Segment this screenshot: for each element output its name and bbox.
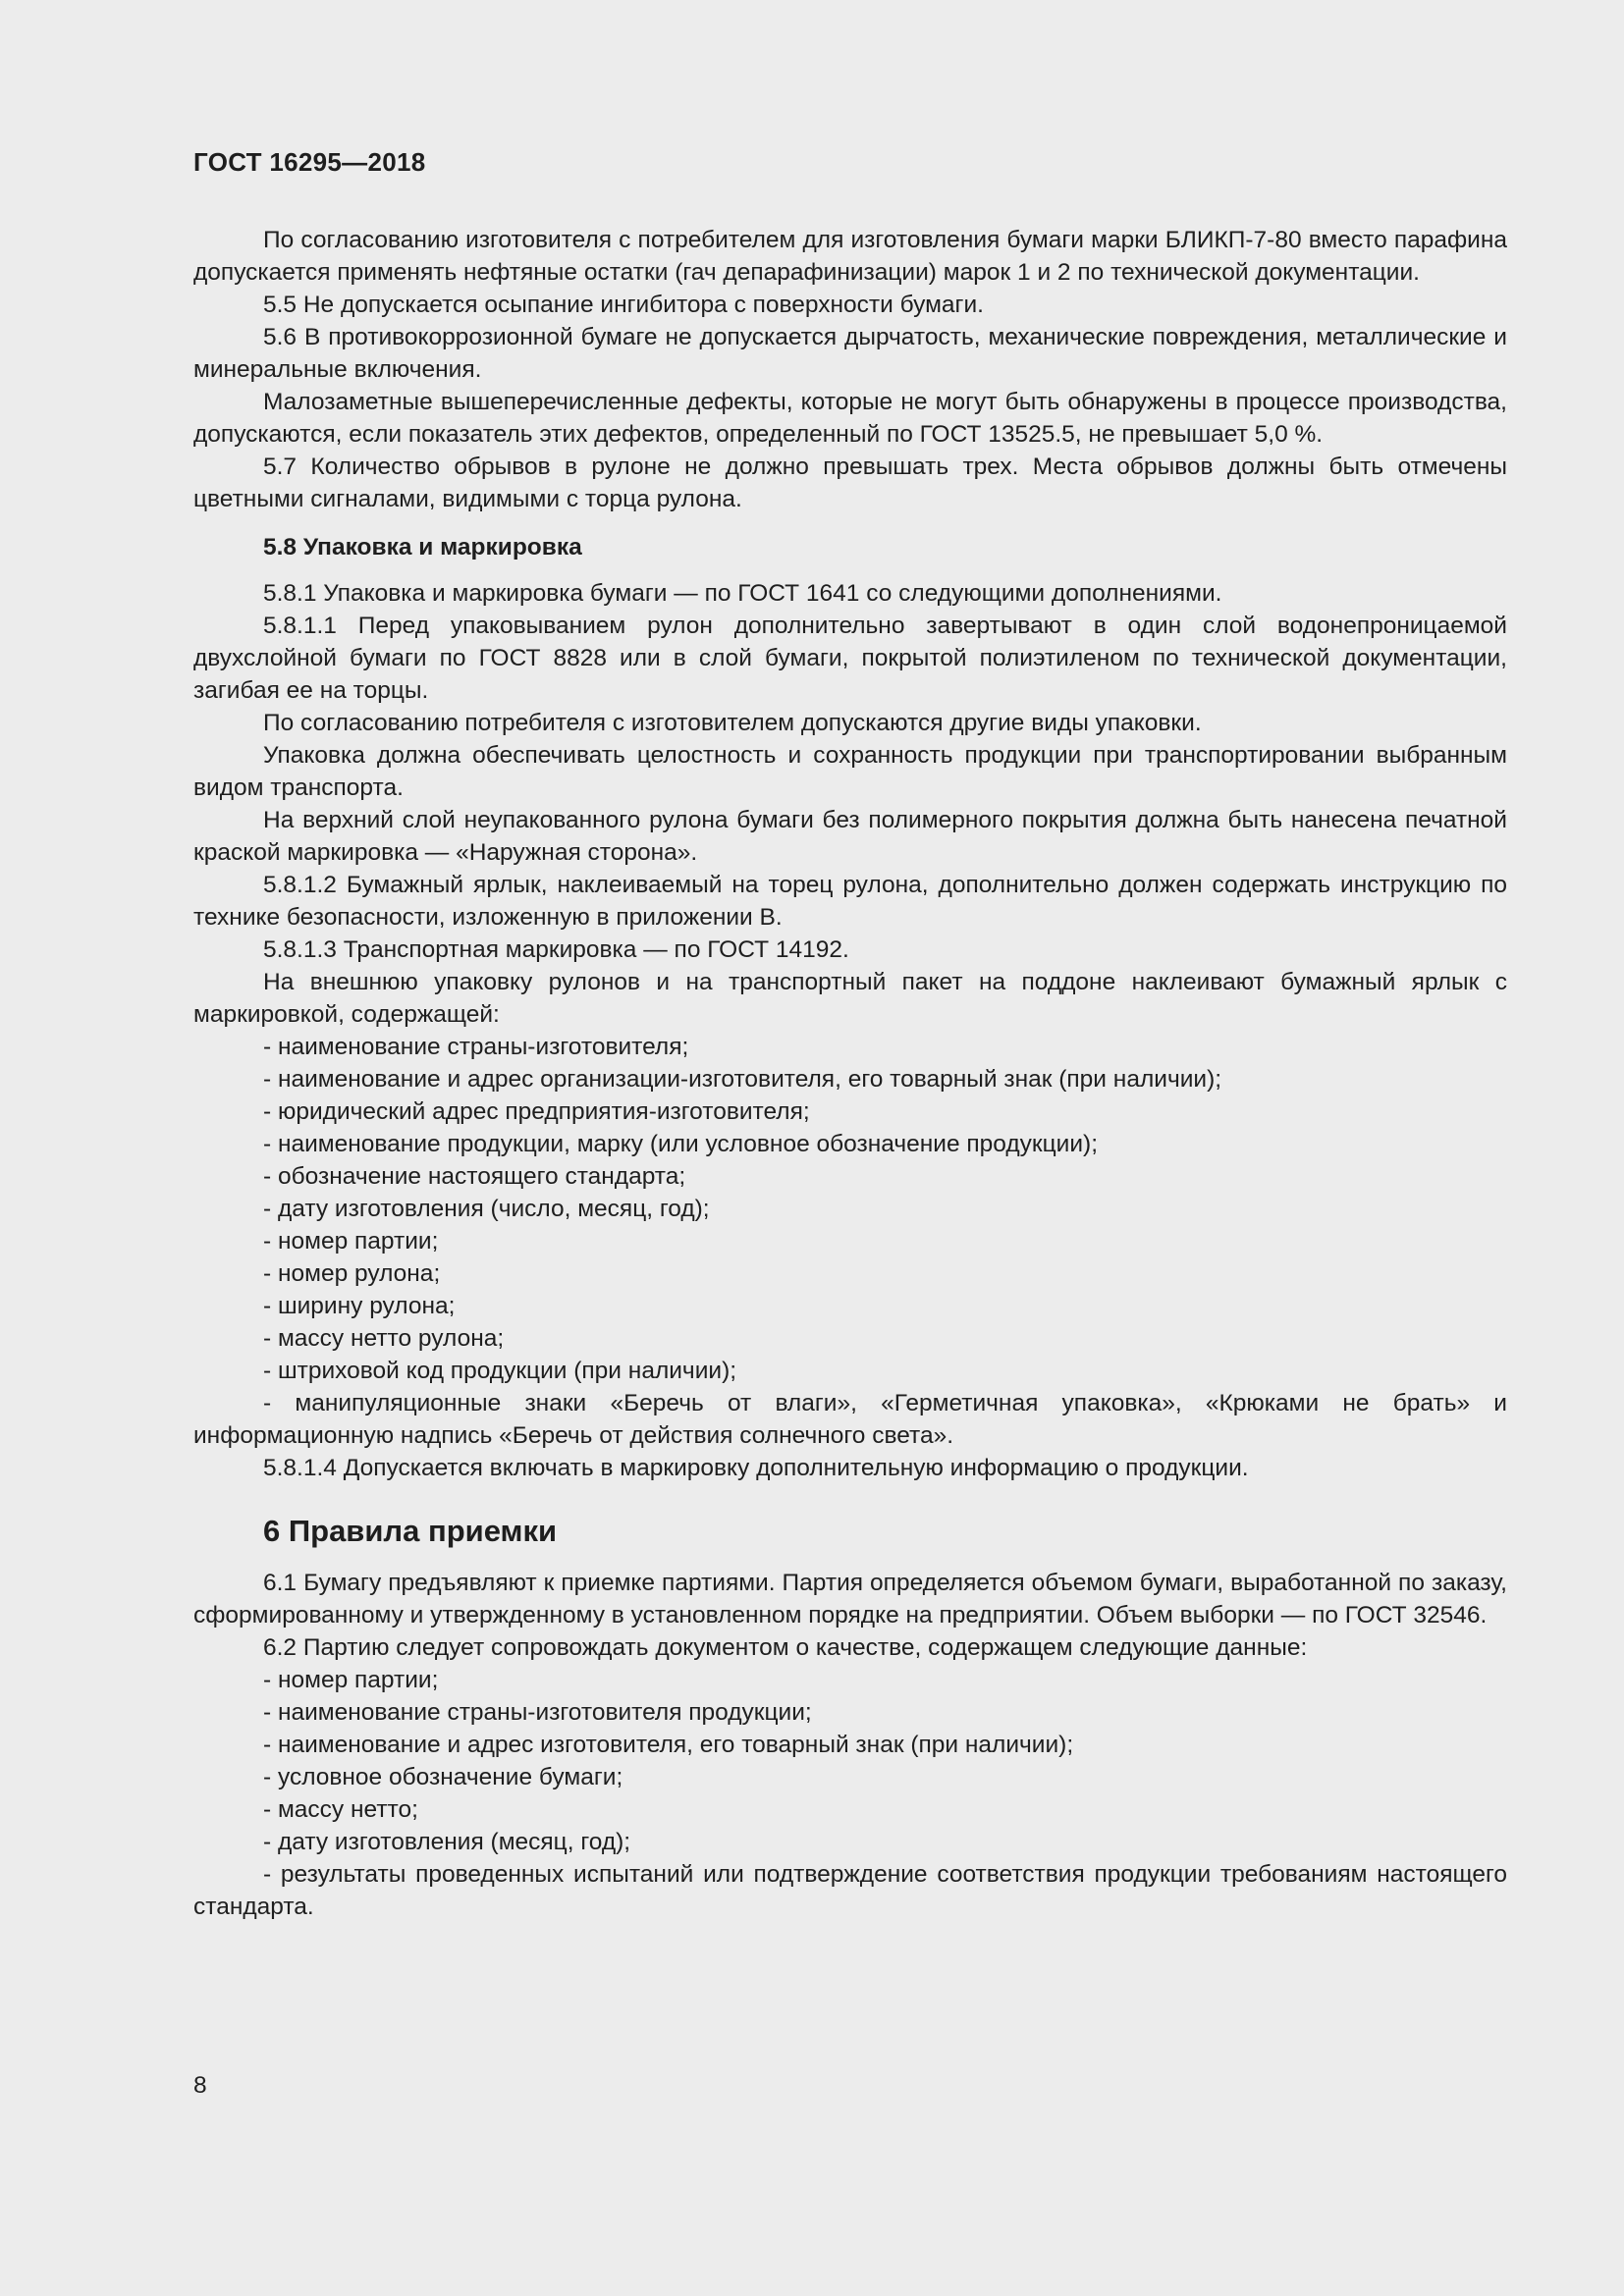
paragraph: 5.8.1.1 Перед упаковыванием рулон дополнительно завертывают в один слой водонепроницаемой двухслойной бумаги по ГОСТ 8828 или в слой бумаги, покрытой полиэтиленом по технической документации, загибая ее на торцы. [193, 613, 1507, 704]
paragraph: 5.8.1 Упаковка и маркировка бумаги — по ГОСТ 1641 со следующими дополнениями. [263, 580, 1222, 607]
list-item: - наименование и адрес организации-изготовителя, его товарный знак (при наличии); [263, 1066, 1222, 1093]
list-item: - ширину рулона; [263, 1293, 456, 1319]
paragraph: По согласованию изготовителя с потребителем для изготовления бумаги марки БЛИКП-7-80 вместо парафина допускается применять нефтяные остатки (гач депарафинизации) марок 1 и 2 по технической документации. [193, 227, 1507, 286]
paragraph: 5.8.1.4 Допускается включать в маркировку дополнительную информацию о продукции. [263, 1455, 1249, 1481]
list-item: - номер партии; [263, 1228, 439, 1255]
paragraph: 5.8.1.2 Бумажный ярлык, наклеиваемый на торец рулона, дополнительно должен содержать инструкцию по технике безопасности, изложенную в приложении В. [193, 872, 1507, 931]
list-item: - манипуляционные знаки «Беречь от влаги», «Герметичная упаковка», «Крюками не брать» и информационную надпись «Беречь от действия солнечного света». [193, 1390, 1507, 1449]
list-item: - номер рулона; [263, 1260, 441, 1287]
list-item: - массу нетто; [263, 1796, 418, 1823]
paragraph: На верхний слой неупакованного рулона бумаги без полимерного покрытия должна быть нанесена печатной краской маркировка — «Наружная сторона». [193, 807, 1507, 866]
list-item: - результаты проведенных испытаний или подтверждение соответствия продукции требованиям настоящего стандарта. [193, 1861, 1507, 1920]
list-item: - дату изготовления (число, месяц, год); [263, 1196, 710, 1222]
paragraph: На внешнюю упаковку рулонов и на транспортный пакет на поддоне наклеивают бумажный ярлык с маркировкой, содержащей: [193, 969, 1507, 1028]
paragraph: Малозаметные вышеперечисленные дефекты, которые не могут быть обнаружены в процессе производства, допускаются, если показатель этих дефектов, определенный по ГОСТ 13525.5, не превышает 5,0 %. [193, 389, 1507, 448]
paragraph: 5.8.1.3 Транспортная маркировка — по ГОСТ 14192. [263, 936, 849, 963]
page-number: 8 [193, 2072, 207, 2099]
paragraph: 5.6 В противокоррозионной бумаге не допускается дырчатость, механические повреждения, металлические и минеральные включения. [193, 324, 1507, 383]
list-item: - условное обозначение бумаги; [263, 1764, 623, 1790]
list-item: - наименование страны-изготовителя; [263, 1034, 689, 1060]
list-item: - номер партии; [263, 1667, 439, 1693]
paragraph: Упаковка должна обеспечивать целостность и сохранность продукции при транспортировании выбранным видом транспорта. [193, 742, 1507, 801]
section-heading: 6 Правила приемки [263, 1514, 558, 1548]
paragraph: 6.2 Партию следует сопровождать документом о качестве, содержащем следующие данные: [263, 1634, 1308, 1661]
paragraph: 6.1 Бумагу предъявляют к приемке партиями. Партия определяется объемом бумаги, выработанной по заказу, сформированному и утвержденному в установленном порядке на предприятии. Объем выборки — по ГОСТ 32546. [193, 1570, 1507, 1629]
document-body [193, 224, 1507, 1923]
list-item: - наименование и адрес изготовителя, его товарный знак (при наличии); [263, 1732, 1074, 1758]
subsection-heading: 5.8 Упаковка и маркировка [263, 534, 582, 561]
paragraph: 5.7 Количество обрывов в рулоне не должно превышать трех. Места обрывов должны быть отмечены цветными сигналами, видимыми с торца рулона. [193, 454, 1507, 512]
list-item: - массу нетто рулона; [263, 1325, 505, 1352]
paragraph: 5.5 Не допускается осыпание ингибитора с поверхности бумаги. [263, 292, 984, 318]
paragraph: По согласованию потребителя с изготовителем допускаются другие виды упаковки. [263, 710, 1202, 736]
list-item: - наименование страны-изготовителя продукции; [263, 1699, 812, 1726]
list-item: - дату изготовления (месяц, год); [263, 1829, 631, 1855]
list-item: - наименование продукции, марку (или условное обозначение продукции); [263, 1131, 1099, 1157]
document-header: ГОСТ 16295—2018 [193, 147, 426, 177]
list-item: - штриховой код продукции (при наличии); [263, 1358, 737, 1384]
list-item: - обозначение настоящего стандарта; [263, 1163, 686, 1190]
list-item: - юридический адрес предприятия-изготовителя; [263, 1098, 810, 1125]
